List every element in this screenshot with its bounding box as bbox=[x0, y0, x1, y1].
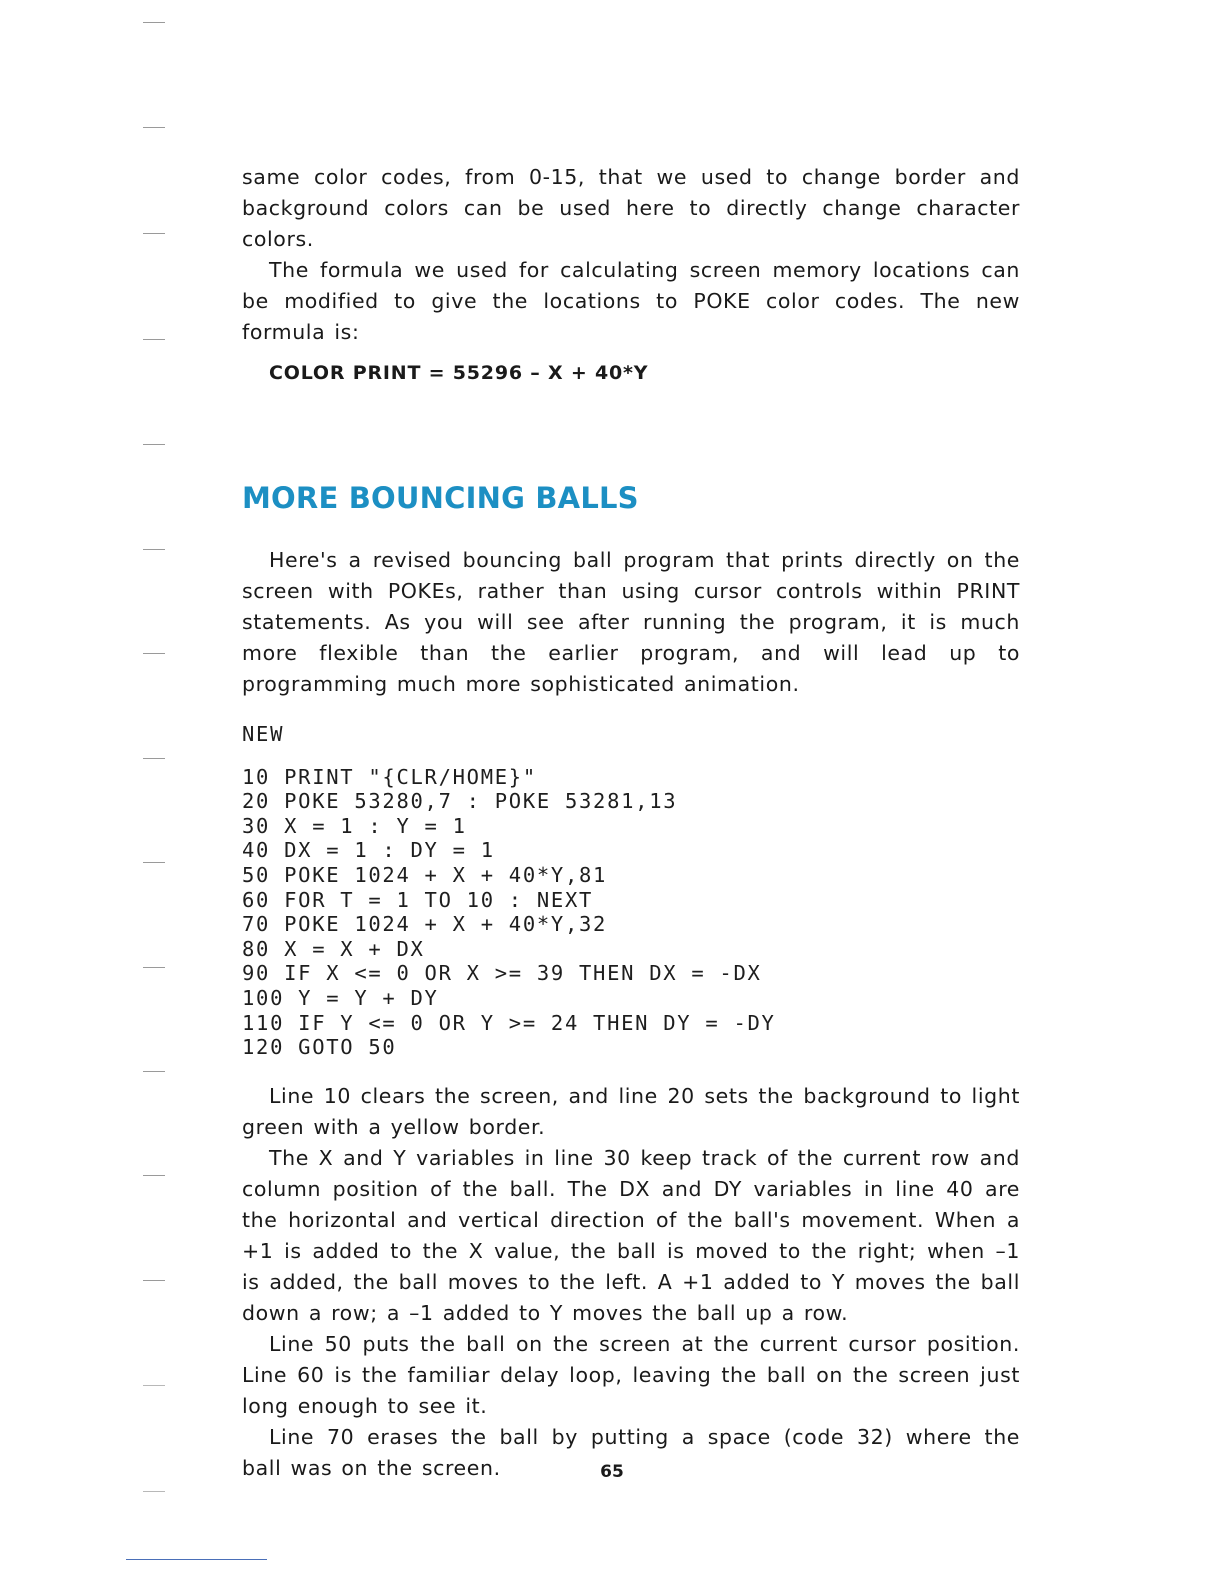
program-line: 90 IF X <= 0 OR X >= 39 THEN DX = -DX bbox=[242, 961, 762, 986]
binding-tick bbox=[143, 758, 165, 759]
binding-tick bbox=[143, 1491, 165, 1492]
explanation-paragraph: Line 70 erases the ball by putting a space (code 32) where the ball was on the screen. bbox=[242, 1424, 1020, 1480]
program-line: 50 POKE 1024 + X + 40*Y,81 bbox=[242, 862, 608, 887]
new-command: NEW bbox=[242, 722, 285, 746]
program-line: 20 POKE 53280,7 : POKE 53281,13 bbox=[242, 789, 678, 814]
binding-tick bbox=[143, 653, 165, 654]
explanation-paragraph: Line 50 puts the ball on the screen at the current cursor position. Line 60 is the familiar delay loop, leaving the ball on the screen just long enough to see it. bbox=[242, 1331, 1020, 1418]
program-line: 10 PRINT "{CLR/HOME}" bbox=[242, 764, 537, 789]
program-line: 70 POKE 1024 + X + 40*Y,32 bbox=[242, 912, 608, 937]
binding-tick bbox=[143, 1280, 165, 1281]
binding-tick bbox=[143, 339, 165, 340]
intro-paragraph: same color codes, from 0-15, that we used to change border and background colors can be used here to directly change character colors. bbox=[242, 165, 1020, 251]
binding-tick bbox=[143, 967, 165, 968]
program-line: 120 GOTO 50 bbox=[242, 1035, 397, 1060]
page-number: 65 bbox=[600, 1462, 624, 1482]
binding-tick bbox=[143, 22, 165, 23]
program-line: 80 X = X + DX bbox=[242, 936, 425, 961]
program-listing bbox=[242, 765, 1020, 1060]
binding-tick bbox=[143, 127, 165, 128]
scan-mark bbox=[126, 1559, 267, 1560]
binding-margin bbox=[0, 0, 180, 1584]
binding-tick bbox=[143, 1385, 165, 1386]
program-line: 30 X = 1 : Y = 1 bbox=[242, 813, 467, 838]
section-intro: Here's a revised bouncing ball program that prints directly on the screen with POKEs, rather than using cursor controls within PRINT statements. As you will see after running the program, it is much more flexible than the earlier program, and will lead up to programming much more sophisticated animation. bbox=[242, 548, 1020, 696]
binding-tick bbox=[143, 233, 165, 234]
explanation-paragraph: The X and Y variables in line 30 keep track of the current row and column position of the ball. The DX and DY variables in line 40 are the horizontal and vertical direction of the ball's movement. When a +1 is added to the X value, the ball is moved to the right; when –1 is added, the ball moves to the left. A +1 added to Y moves the ball down a row; a –1 added to Y moves the ball up a row. bbox=[242, 1145, 1020, 1325]
intro-paragraph: The formula we used for calculating screen memory locations can be modified to give the locations to POKE color codes. The new formula is: bbox=[242, 258, 1020, 344]
program-line: 100 Y = Y + DY bbox=[242, 985, 439, 1010]
program-line: 110 IF Y <= 0 OR Y >= 24 THEN DY = -DY bbox=[242, 1010, 776, 1035]
explanation-paragraph: Line 10 clears the screen, and line 20 sets the background to light green with a yellow border. bbox=[242, 1083, 1020, 1139]
program-line: 40 DX = 1 : DY = 1 bbox=[242, 838, 495, 863]
binding-tick bbox=[143, 549, 165, 550]
binding-tick bbox=[143, 1175, 165, 1176]
program-line: 60 FOR T = 1 TO 10 : NEXT bbox=[242, 887, 594, 912]
binding-tick bbox=[143, 1071, 165, 1072]
page-body bbox=[242, 162, 1020, 1484]
binding-tick bbox=[143, 862, 165, 863]
section-heading: MORE BOUNCING BALLS bbox=[242, 481, 639, 515]
binding-tick bbox=[143, 444, 165, 445]
color-formula: COLOR PRINT = 55296 – X + 40*Y bbox=[269, 362, 649, 384]
